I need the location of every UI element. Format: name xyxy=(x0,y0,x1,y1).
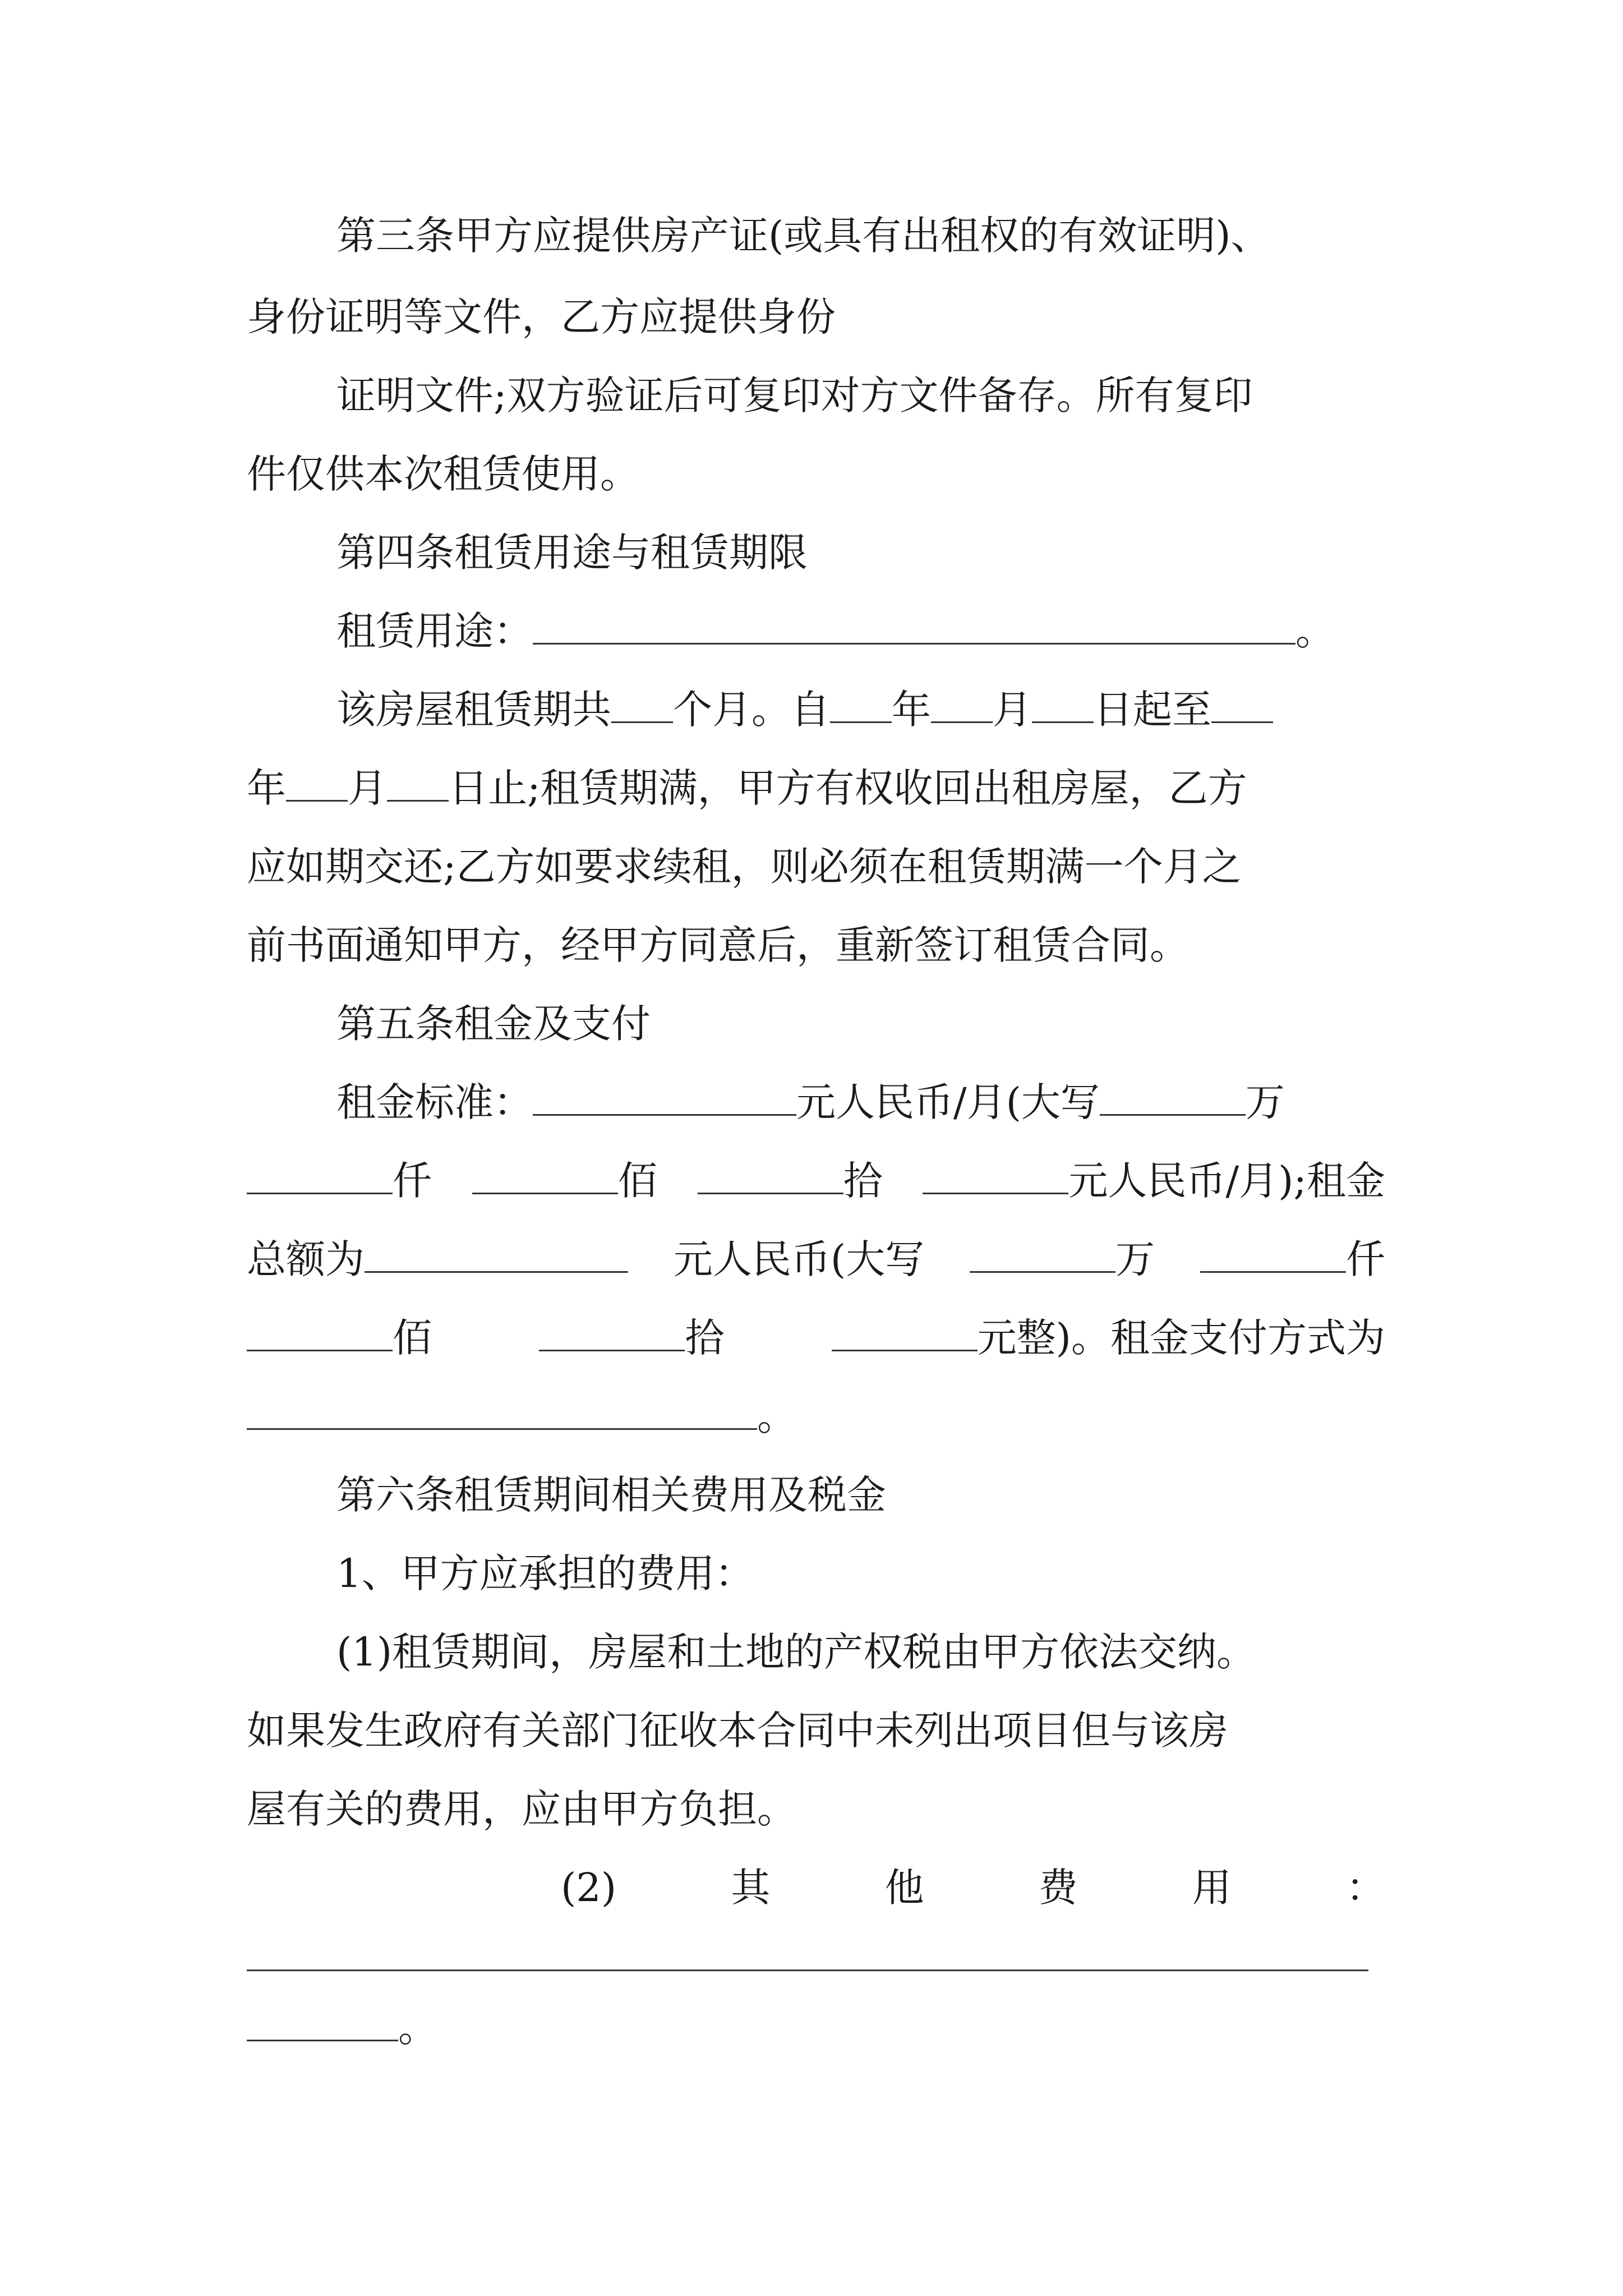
art4-period-line-1 xyxy=(336,682,1385,738)
rent-standard-label: 租金标准： xyxy=(336,1079,533,1125)
start-month-blank xyxy=(931,688,993,723)
total-qian-group: 仟 xyxy=(1200,1231,1385,1287)
rent-qian-group: 仟 xyxy=(247,1153,432,1209)
start-day-blank xyxy=(1032,688,1094,723)
art6-item-1: 1、甲方应承担的费用： xyxy=(336,1550,754,1596)
art6-sub2-line xyxy=(561,1860,1385,1916)
other-fees-tail-blank xyxy=(247,2006,398,2041)
art6-sub2-tail-line xyxy=(247,2000,1385,2056)
sub2-char-4: 用 xyxy=(1192,1865,1232,1911)
use-blank xyxy=(533,609,1295,645)
art3-line-2: 身份证明等文件，乙方应提供身份 xyxy=(247,294,836,340)
sub2-char-3: 费 xyxy=(1038,1865,1078,1911)
art5-title: 第五条租金及支付 xyxy=(336,1001,651,1047)
sub2-char-1: 其 xyxy=(731,1865,771,1911)
end-month-blank xyxy=(286,766,348,802)
art6-sub1-line-1: (1)租赁期间，房屋和土地的产权税由甲方依法交纳。 xyxy=(336,1629,1256,1675)
period-text-3: 年 xyxy=(892,687,931,733)
art5-line-5 xyxy=(247,1388,1385,1444)
art4-period-line-3: 应如期交还;乙方如要求续租，则必须在租赁期满一个月之 xyxy=(247,844,1242,890)
payment-end-period: 。 xyxy=(757,1393,796,1439)
payment-method-blank xyxy=(247,1395,757,1430)
other-fees-blank xyxy=(247,1936,1368,1971)
start-year-blank xyxy=(830,688,892,723)
period-text-8: 日止;租赁期满，甲方有权收回出租房屋，乙方 xyxy=(449,765,1247,811)
end-year-blank xyxy=(1211,688,1273,723)
sub2-label: (2) xyxy=(561,1865,617,1911)
rent-standard-blank xyxy=(533,1080,796,1116)
period-text-4: 月 xyxy=(993,687,1032,733)
art5-line-4 xyxy=(247,1310,1385,1366)
art3-line-4: 件仅供本次租赁使用。 xyxy=(247,451,639,497)
rent-unit-text: 元人民币/月(大写 xyxy=(796,1079,1100,1125)
total-shi-group: 拾 xyxy=(539,1310,724,1366)
rent-shi-group: 拾 xyxy=(698,1153,883,1209)
rent-yuan-group: 元人民币/月);租金 xyxy=(923,1153,1385,1209)
art6-sub2-blank-line xyxy=(247,1930,1385,1986)
rent-bai-group: 佰 xyxy=(472,1153,657,1209)
period-text-1: 该房屋租赁期共 xyxy=(336,687,611,733)
art6-sub1-line-3: 屋有关的费用，应由甲方负担。 xyxy=(247,1786,796,1832)
sub2-char-2: 他 xyxy=(884,1865,924,1911)
period-text-2: 个月。自 xyxy=(673,687,830,733)
other-fees-end-period: 。 xyxy=(398,2005,437,2051)
end-day-blank xyxy=(387,766,449,802)
art4-period-line-4: 前书面通知甲方，经甲方同意后，重新签订租赁合同。 xyxy=(247,922,1189,968)
art4-title: 第四条租赁用途与租赁期限 xyxy=(336,530,808,576)
art6-title: 第六条租赁期间相关费用及税金 xyxy=(336,1472,886,1518)
art3-line-3: 证明文件;双方验证后可复印对方文件备存。所有复印 xyxy=(336,372,1253,418)
total-wan-group: 万 xyxy=(970,1231,1155,1287)
use-end-period: 。 xyxy=(1295,608,1335,654)
art5-line-1 xyxy=(336,1074,1385,1130)
art4-period-line-2 xyxy=(247,760,1385,816)
total-label-group: 总额为 xyxy=(247,1231,628,1287)
use-label: 租赁用途： xyxy=(336,608,533,654)
period-text-7: 月 xyxy=(348,765,387,811)
sub2-colon: ： xyxy=(1345,1865,1385,1911)
months-blank xyxy=(611,688,673,723)
period-text-6: 年 xyxy=(247,765,286,811)
total-unit-group: 元人民币(大写 xyxy=(673,1236,925,1282)
art4-use-line xyxy=(336,603,1385,659)
total-bai-group: 佰 xyxy=(247,1310,432,1366)
total-yuan-group: 元整)。租金支付方式为 xyxy=(832,1310,1385,1366)
art6-sub1-line-2: 如果发生政府有关部门征收本合同中未列出项目但与该房 xyxy=(247,1708,1228,1754)
art3-line-1: 第三条甲方应提供房产证(或具有出租权的有效证明)、 xyxy=(336,213,1270,259)
rent-wan-blank xyxy=(1100,1080,1246,1116)
art5-line-3 xyxy=(247,1231,1385,1287)
period-text-5: 日起至 xyxy=(1094,687,1211,733)
art5-line-2 xyxy=(247,1153,1385,1209)
rent-wan-text: 万 xyxy=(1245,1079,1285,1125)
